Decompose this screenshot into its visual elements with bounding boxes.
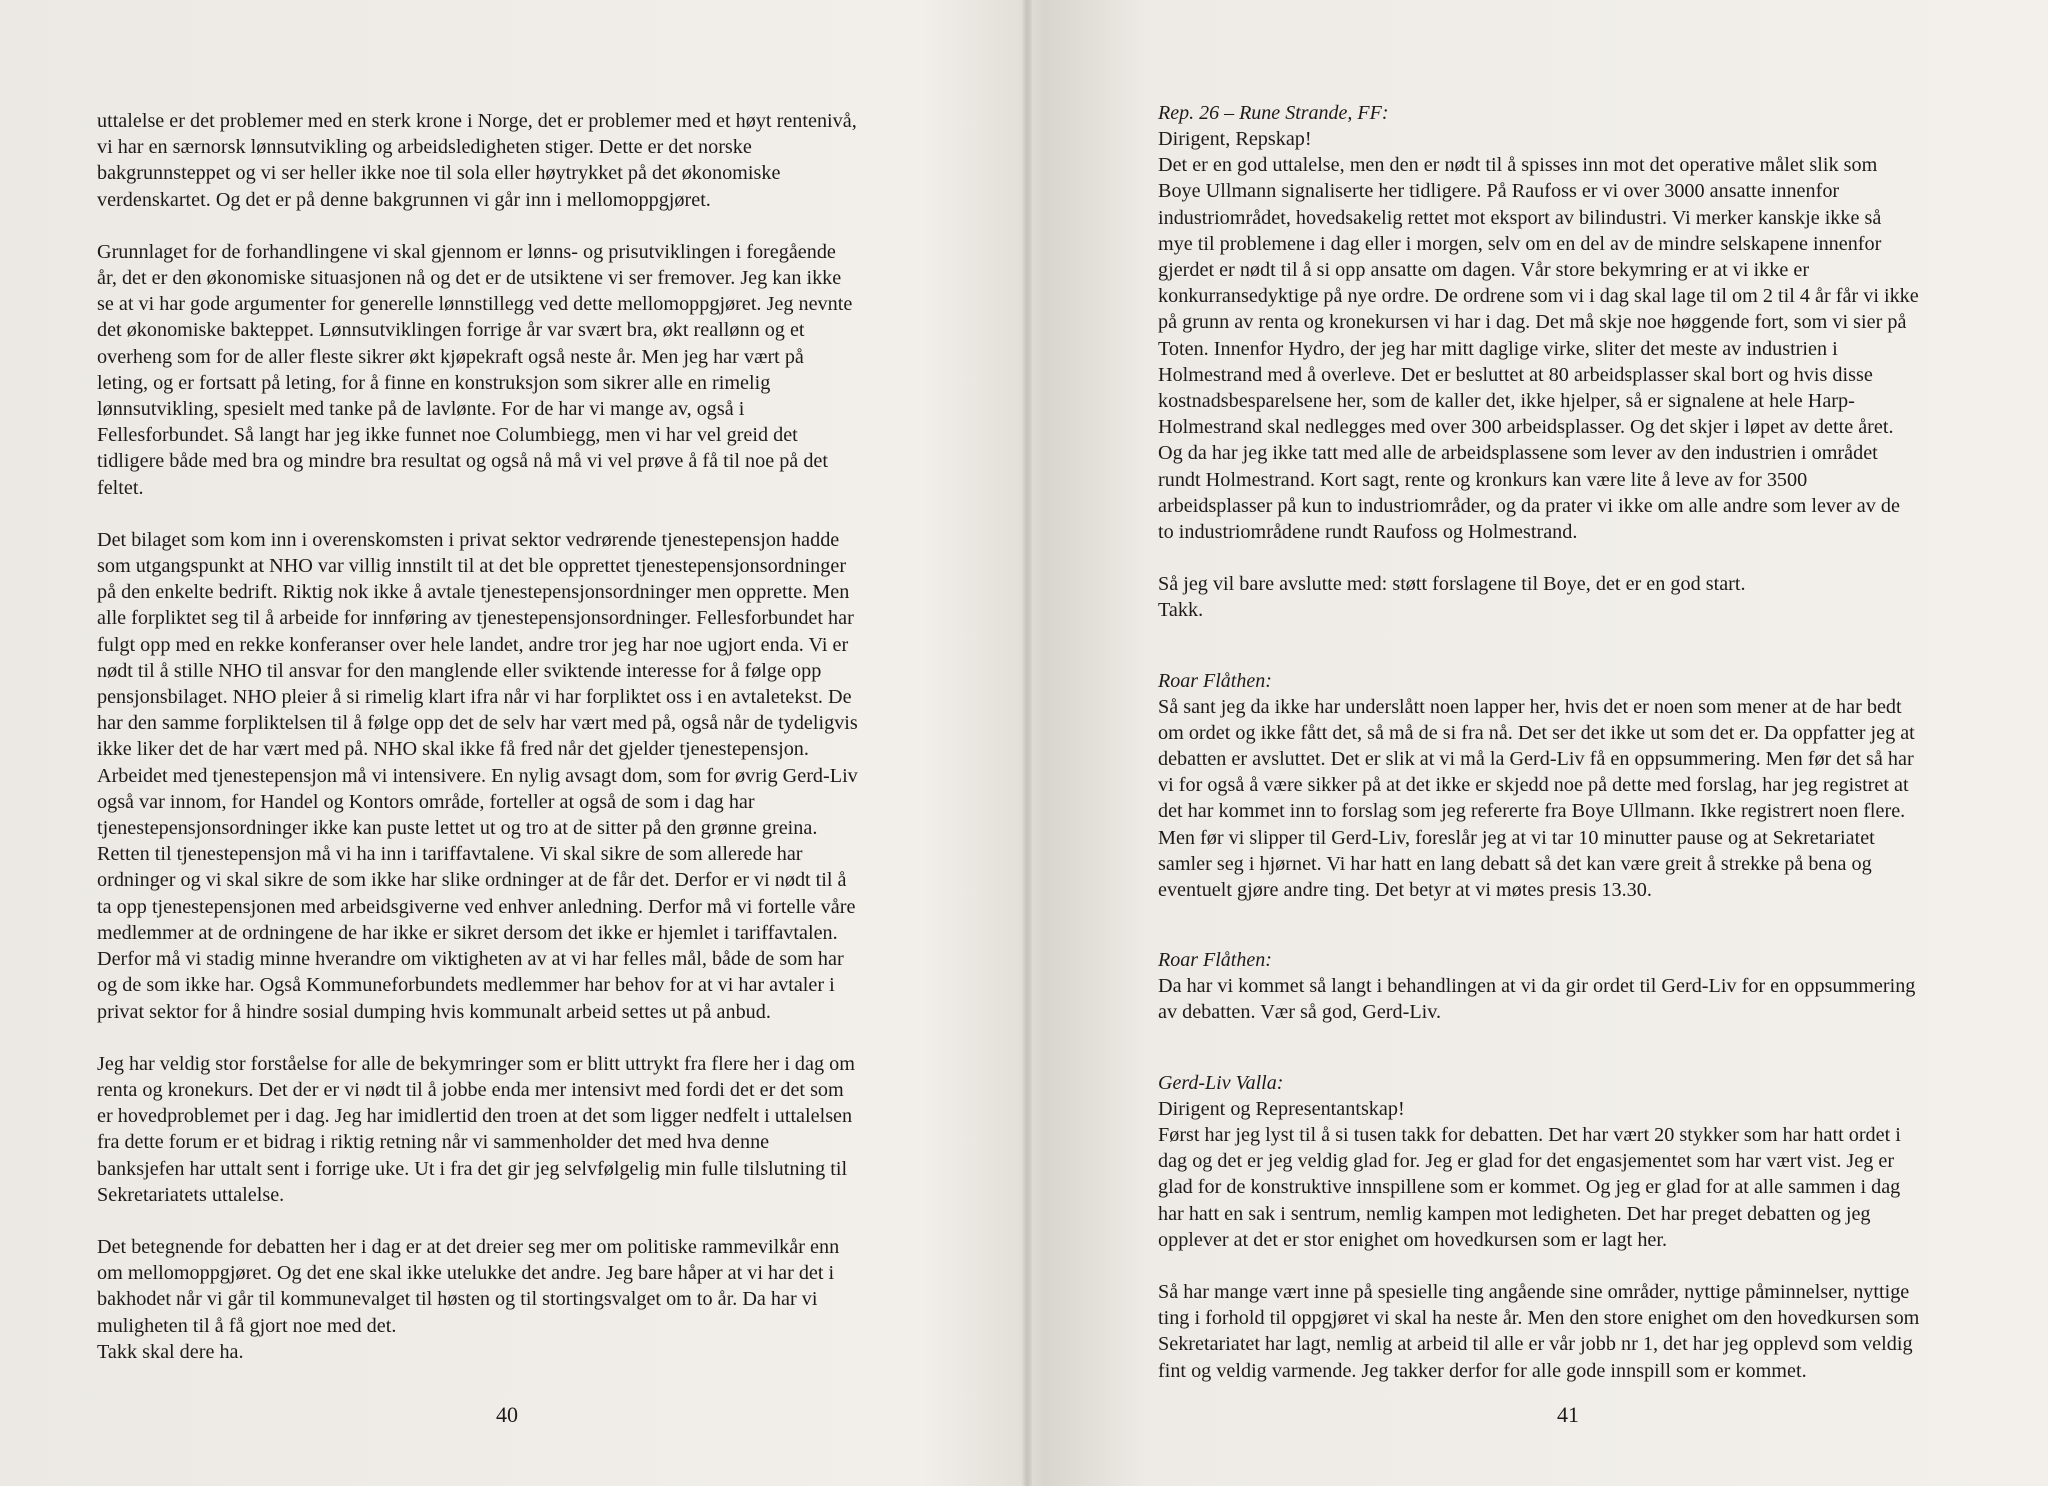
left-paragraph-5: Det betegnende for debatten her i dag er at det dreier seg mer om politiske rammevilkår enn om mellomoppgjøret. Og det ene skal ikke utelukke det andre. Jeg bare håper at vi har det i bakhodet når vi går til kommunevalget til høsten og til stortingsvalget om to år. Da har vi muligheten til å få gjort noe med det. Takk skal dere ha. bbox=[97, 1235, 840, 1363]
page-number-right: 41 bbox=[1557, 1402, 1579, 1427]
speech-paragraph: Da har vi kommet så langt i behandlingen at vi da gir ordet til Gerd-Liv for en oppsummering av debatten. Vær så god, Gerd-Liv. bbox=[1158, 975, 1916, 1024]
speech-paragraph: Dirigent og Representantskap! Først har jeg lyst til å si tusen takk for debatten. Det har vært 20 stykker som har hatt ordet i dag og det er jeg veldig glad for. Jeg er glad for det engasjementet som har vært vist. Jeg er glad for de konstruktive innspillene som er kommet. Og jeg er glad for at alle sammen i dag har hatt en sak i sentrum, nemlig kampen mot ledigheten. Det har preget debatten og jeg opplever at det er stor enighet om hovedkursen som er lagt her. bbox=[1158, 1097, 1901, 1251]
left-paragraph-3: Det bilaget som kom inn i overenskomsten i privat sektor vedrørende tjenestepensjon hadde som utgangspunkt at NHO var villig innstilt til at det ble opprettet tjenestepensjonsordninger på den enkelte bedrift. Riktig nok ikke å avtale tjenestepensjonsordninger men opprette. Men alle forpliktet seg til å arbeide for innføring av tjenestepensjonsordninger. Fellesforbundet har fulgt opp med en rekke konferanser over hele landet, andre tror jeg har noe ugjort enda. Vi er nødt til å stille NHO til ansvar for den manglende eller sviktende interesse for å følge opp pensjonsbilaget. NHO pleier å si rimelig klart ifra når vi har forpliktet oss i en avtaletekst. De har den samme forpliktelsen til å følge opp det de selv har vært med på, også når de tydeligvis ikke liker det de har vært med på. NHO skal ikke få fred når det gjelder tjenestepensjon. Arbeidet med tjenestepensjon må vi intensivere. En nylig avsagt dom, som for øvrig Gerd-Liv også var innom, for Handel og Kontors område, forteller at også de som i dag har tjenestepensjonsordninger ikke kan puste lettet ut og tro at de sitter på den grønne greina. Retten til tjenestepensjon må vi ha inn i tariffavtalene. Vi skal sikre de som allerede har ordninger og vi skal sikre de som ikke har slike ordninger at de får det. Derfor er vi nødt til å ta opp tjenestepensjonen med arbeidsgiverne ved enhver anledning. Derfor må vi fortelle våre medlemmer at de ordningene de har ikke er sikret dersom det ikke er hjemlet i tariffavtalen. Derfor må vi stadig minne hverandre om viktigheten av at vi har felles mål, både de som har og de som ikke har. Også Kommuneforbundets medlemmer har behov for at vi har avtaler i privat sektor for å hindre sosial dumping hvis kommunalt arbeid settes ut på anbud. bbox=[97, 528, 858, 1023]
speaker-label: Gerd-Liv Valla: bbox=[1158, 1071, 1284, 1094]
speech-block-roar-flathen-1 bbox=[1158, 668, 2008, 904]
speech-block-roar-flathen-2 bbox=[1158, 947, 2008, 1025]
speech-paragraph: Så har mange vært inne på spesielle ting angående sine områder, nyttige påminnelser, nyttige ting i forhold til oppgjøret vi skal ha neste år. Men den store enighet om den hovedkursen som Sekretariatet har lagt, nemlig at arbeid til alle er vår jobb nr 1, det har jeg opplevd som veldig fint og veldig varmende. Jeg takker derfor for alle gode innspill som er kommet. bbox=[1158, 1280, 1920, 1382]
speech-paragraph: Så sant jeg da ikke har underslått noen lapper her, hvis det er noen som mener at de har bedt om ordet og ikke fått det, så må de si fra nå. Det ser det ikke ut som det er. Da oppfatter jeg at debatten er avsluttet. Det er slik at vi må la Gerd-Liv få en oppsummering. Men før det så har vi for også å være sikker på at det ikke er skjedd noe på dette med forslag, har jeg registret at det har kommet inn to forslag som jeg refererte fra Boye Ullmann. Ikke registrert noen flere. Men før vi slipper til Gerd-Liv, foreslår jeg at vi tar 10 minutter pause og at Sekretariatet samler seg i hjørnet. Vi har hatt en lang debatt så det kan være greit å strekke på bena og eventuelt gjøre andre ting. Det betyr at vi møtes presis 13.30. bbox=[1158, 695, 1915, 902]
speech-paragraph: Så jeg vil bare avslutte med: støtt forslagene til Boye, det er en god start. Takk. bbox=[1158, 573, 1746, 622]
left-paragraph-1: uttalelse er det problemer med en sterk krone i Norge, det er problemer med et høyt rentenivå, vi har en særnorsk lønnsutvikling og arbeidsledigheten stiger. Dette er det norske bakgrunnsteppet og vi ser heller ikke noe til sola eller høytrykket på det økonomiske verdenskartet. Og det er på denne bakgrunnen vi går inn i mellomoppgjøret. bbox=[97, 110, 857, 211]
speech-block-rune-strande bbox=[1158, 100, 2008, 624]
speaker-label: Rep. 26 – Rune Strande, FF: bbox=[1158, 102, 1389, 124]
left-paragraph-2: Grunnlaget for de forhandlingene vi skal gjennom er lønns- og prisutviklingen i foregående år, det er den økonomiske situasjonen nå og det er de utsiktene vi ser fremover. Jeg kan ikke se at vi har gode argumenter for generelle lønnstillegg ved dette mellomoppgjøret. Jeg nevnte det økonomiske bakteppet. Lønnsutviklingen forrige år var svært bra, økt reallønn og et overheng som for de aller fleste sikrer økt kjøpekraft også neste år. Men jeg har vært på leting, og er fortsatt på leting, for å finne en konstruksjon som sikrer alle en rimelig lønnsutvikling, spesielt med tanke på de lavlønte. For de har vi mange av, også i Fellesforbundet. Så langt har jeg ikke funnet noe Columbiegg, men vi har vel greid det tidligere både med bra og mindre bra resultat og også nå må vi vel prøve å få til noe på det feltet. bbox=[97, 240, 853, 499]
speaker-label: Roar Flåthen: bbox=[1158, 949, 1272, 972]
speaker-label: Roar Flåthen: bbox=[1158, 669, 1272, 692]
right-page bbox=[1027, 0, 2048, 1486]
left-paragraph-4: Jeg har veldig stor forståelse for alle de bekymringer som er blitt uttrykt fra flere her i dag om renta og kronekurs. Det der er vi nødt til å jobbe enda mer intensivt med fordi det er det som er hovedproblemet per i dag. Jeg har imidlertid den troen at det som ligger nedfelt i uttalelsen fra dette forum er et bidrag i riktig retning når vi sammenholder det med hva denne banksjefen har uttalt sent i forrige uke. Ut i fra det gir jeg selvfølgelig min fulle tilslutning til Sekretariatets uttalelse. bbox=[97, 1052, 855, 1206]
speech-block-gerd-liv-valla bbox=[1158, 1070, 2008, 1384]
speech-paragraph: Dirigent, Repskap! Det er en god uttalelse, men den er nødt til å spisses inn mot det operative målet slik som Boye Ullmann signaliserte her tidligere. På Raufoss er vi over 3000 ansatte innenfor industriområdet, hovedsakelig rettet mot eksport av bilindustri. Vi merker kanskje ikke så mye til problemene i dag eller i morgen, selv om en del av de mindre selskapene innenfor gjerdet er nødt til å si opp ansatte om dagen. Vår store bekymring er at vi ikke er konkurransedyktige på nye ordre. De ordrene som vi i dag skal lage til om 2 til 4 år får vi ikke på grunn av renta og kronekursen vi har i dag. Det må skje noe høggende fort, som vi sier på Toten. Innenfor Hydro, der jeg har mitt daglige virke, sliter det meste av industrien i Holmestrand med å overleve. Det er besluttet at 80 arbeidsplasser skal bort og hvis disse kostnadsbesparelsene her, som de kaller det, ikke hjelper, så er signalene at hele Harp- Holmestrand skal nedlegges med over 300 arbeidsplasser. Og det skjer i løpet av dette året. Og da har jeg ikke tatt med alle de arbeidsplassene som lever av den industrien i området rundt Holmestrand. Kort sagt, rente og kronkurs kan være lite å leve av for 3500 arbeidsplasser på kun to industriområder, og da prater vi ikke om alle andre som lever av de to industriområdene rundt Raufoss og Holmestrand. bbox=[1158, 128, 1919, 544]
page-number-left: 40 bbox=[496, 1402, 518, 1427]
